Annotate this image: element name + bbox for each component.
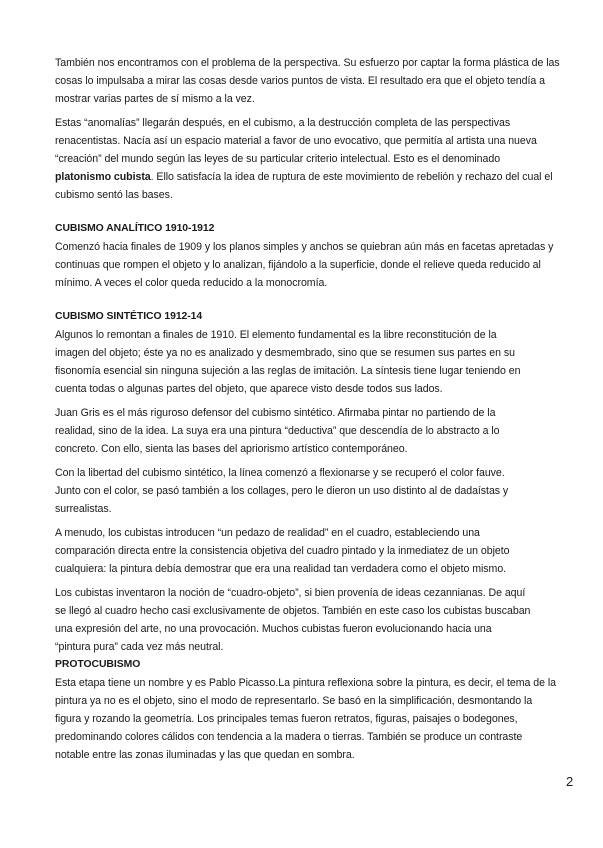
text-line: realidad, sino de la idea. La suya era una pintura “deductiva” que descendía de lo abstracto a lo xyxy=(55,425,500,437)
paragraph-perspective xyxy=(55,54,577,108)
text-line: cuenta todas o algunas partes del objeto, que aparece visto desde todos sus lados. xyxy=(55,383,443,395)
text-line: Con la libertad del cubismo sintético, la línea comenzó a flexionarse y se recuperó el color fauve. xyxy=(55,467,505,479)
text-line: cubismo sentó las bases. xyxy=(55,189,173,201)
text-line: notable entre las zonas iluminadas y las que quedan en sombra. xyxy=(55,749,355,761)
text-line: concreto. Con ello, sienta las bases del apriorismo artístico contemporáneo. xyxy=(55,443,408,455)
text-line: Esta etapa tiene un nombre y es Pablo Picasso.La pintura reflexiona sobre la pintura, es decir, el tema de la xyxy=(55,677,556,689)
text-line: fisonomía esencial sin ninguna sujeción a las reglas de imitación. La síntesis tiene lugar teniendo en xyxy=(55,365,521,377)
section-heading-sintetico: CUBISMO SINTÉTICO 1912-14 xyxy=(55,311,203,322)
text-fragment: . Ello satisfacía la idea de ruptura de este movimiento de rebelión y rechazo del cual el xyxy=(150,171,553,183)
text-line: renacentistas. Nacía así un espacio material a favor de uno evocativo, que permitía al artista una nueva xyxy=(55,135,537,147)
bold-term: platonismo cubista xyxy=(55,171,151,183)
text-line: “creación” del mundo según las leyes de su particular criterio intelectual. Esto es el denominado xyxy=(55,153,501,165)
text-line: continuas que rompen el objeto y lo analizan, fijándolo a la superficie, donde el relieve queda reducido al xyxy=(55,259,541,271)
paragraph-sintetico-origen xyxy=(55,326,577,398)
text-line: se llegó al cuadro hecho casi exclusivamente de objetos. También en este caso los cubistas buscaban xyxy=(55,605,531,617)
paragraph-cuadro-objeto xyxy=(55,584,577,656)
text-line: comparación directa entre la consistencia objetiva del cuadro pintado y la inmediatez de un objeto xyxy=(55,545,510,557)
text-line: figura y rozando la geometría. Los principales temas fueron retratos, figuras, paisajes o bodegones, xyxy=(55,713,518,725)
text-line: Algunos lo remontan a finales de 1910. El elemento fundamental es la libre reconstitución de la xyxy=(55,329,497,341)
section-heading-analitico: CUBISMO ANALÍTICO 1910-1912 xyxy=(55,223,215,234)
text-line: pintura ya no es el objeto, sino el modo de representarlo. Se basó en la simplificación, desmontando la xyxy=(55,695,533,707)
text-line: También nos encontramos con el problema de la perspectiva. Su esfuerzo por captar la forma plástica de las xyxy=(55,57,560,69)
text-line: imagen del objeto; éste ya no es analizado y desmembrado, sino que se resumen sus partes en su xyxy=(55,347,515,359)
page-body xyxy=(55,54,577,770)
text-line xyxy=(55,168,577,186)
text-line: Juan Gris es el más riguroso defensor del cubismo sintético. Afirmaba pintar no partiendo de la xyxy=(55,407,496,419)
paragraph-analitico xyxy=(55,238,577,292)
text-line: A menudo, los cubistas introducen “un pedazo de realidad” en el cuadro, estableciendo una xyxy=(55,527,480,539)
text-line: Comenzó hacia finales de 1909 y los planos simples y anchos se quiebran aún más en facetas apretadas y xyxy=(55,241,554,253)
text-line: mostrar varias partes de sí mismo a la vez. xyxy=(55,93,255,105)
paragraph-protocubismo xyxy=(55,674,577,764)
text-line: Los cubistas inventaron la noción de “cuadro-objeto”, si bien provenía de ideas cezannianas. De aquí xyxy=(55,587,526,599)
text-line: cosas lo impulsaba a mirar las cosas desde varios puntos de vista. El resultado era que el objeto tendía a xyxy=(55,75,545,87)
text-line: “pintura pura” cada vez más neutral. xyxy=(55,641,224,653)
text-line: Junto con el color, se pasó también a los collages, pero le dieron un uso distinto al de dadaístas y xyxy=(55,485,509,497)
paragraph-juan-gris xyxy=(55,404,577,458)
text-line: una expresión del arte, no una provocación. Muchos cubistas fueron evolucionando hacia una xyxy=(55,623,492,635)
text-line: Estas “anomalías” llegarán después, en el cubismo, a la destrucción completa de las perspectivas xyxy=(55,117,511,129)
paragraph-libertad xyxy=(55,464,577,518)
paragraph-anomalias xyxy=(55,114,577,204)
page-number: 2 xyxy=(566,774,574,789)
paragraph-realidad xyxy=(55,524,577,578)
text-line: cualquiera: la pintura debía demostrar que era una realidad tan verdadera como el objeto mismo. xyxy=(55,563,507,575)
text-line: surrealistas. xyxy=(55,503,112,515)
text-line: predominando colores cálidos con tendencia a la madera o tierras. También se produce un contraste xyxy=(55,731,523,743)
section-heading-protocubismo: PROTOCUBISMO xyxy=(55,659,141,670)
text-line: mínimo. A veces el color queda reducido a la monocromía. xyxy=(55,277,328,289)
